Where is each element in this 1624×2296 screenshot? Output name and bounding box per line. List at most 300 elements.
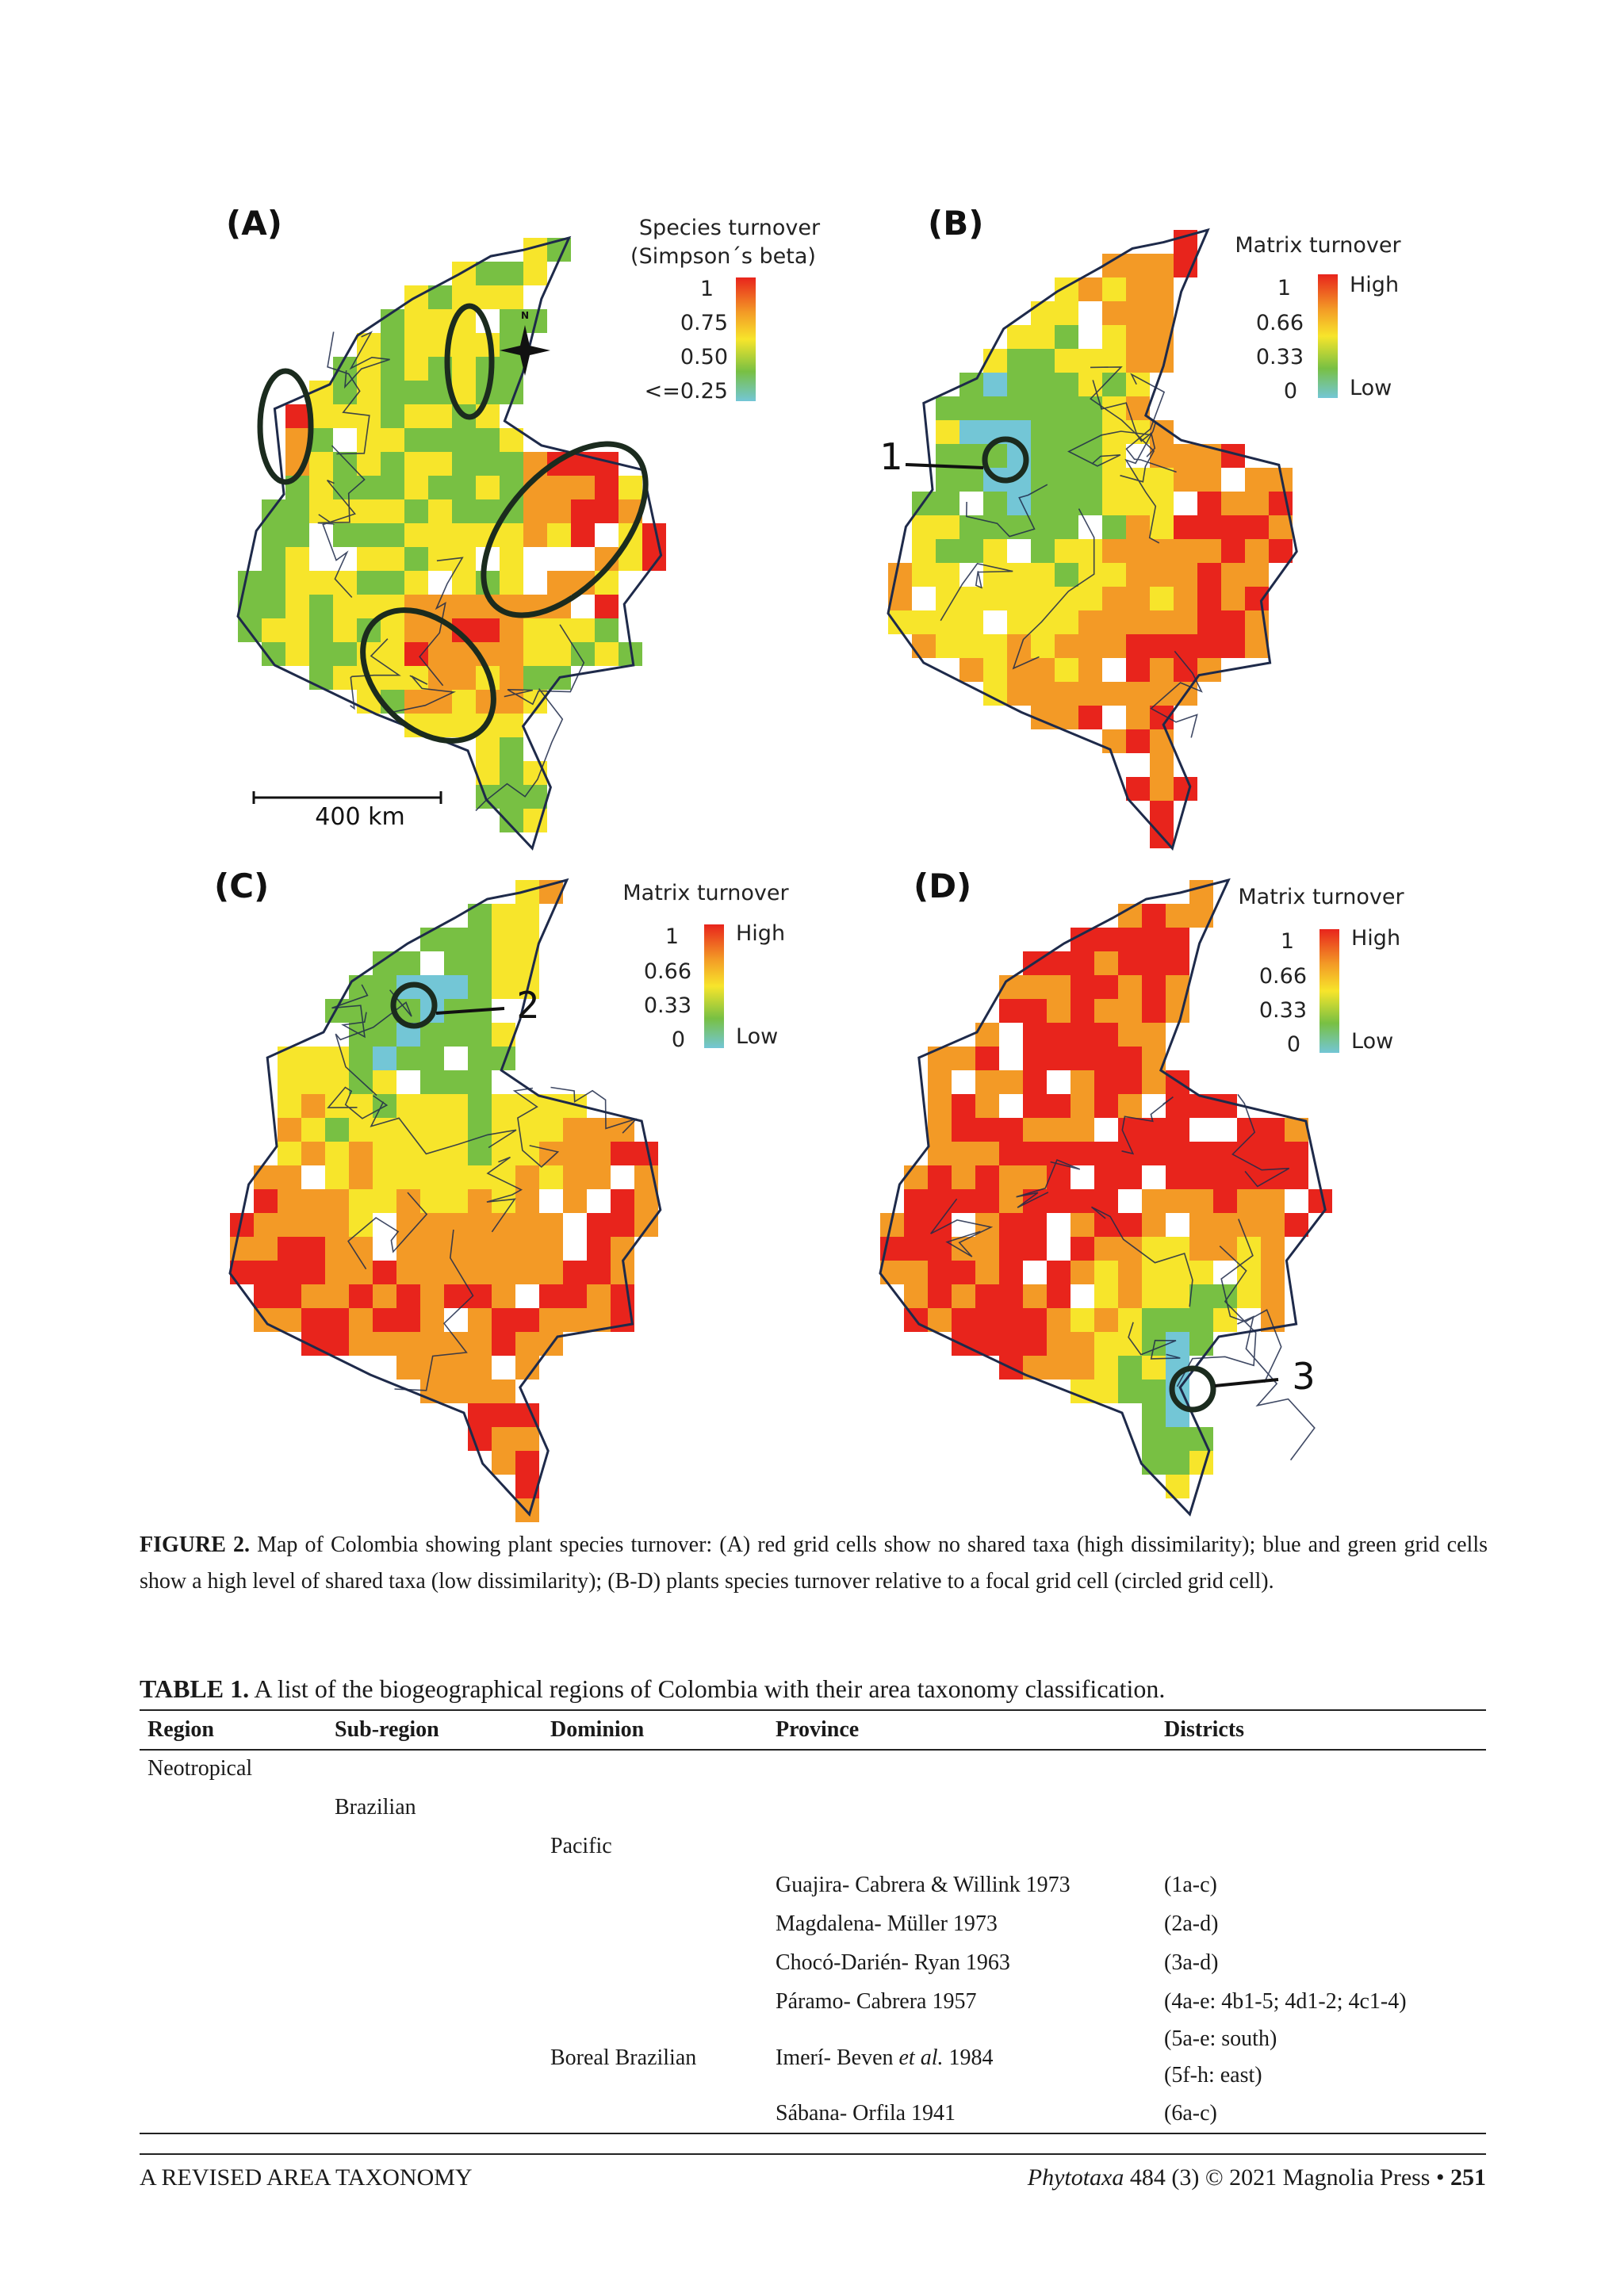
grid-cell [515,1427,539,1451]
grid-cell [1094,1308,1118,1332]
grid-cell [333,476,357,499]
grid-cell [1213,1308,1237,1332]
grid-cell [1094,1237,1118,1261]
grid-cell [1047,1308,1071,1332]
grid-cell [468,1070,492,1094]
grid-cell [309,666,333,690]
grid-cell [285,428,309,452]
grid-cell [349,1142,373,1165]
grid-cell [404,381,428,404]
grid-cell [309,499,333,523]
grid-cell [349,975,373,999]
grid-cell [428,476,452,499]
grid-cell [1126,610,1150,634]
grid-cell [420,1094,444,1118]
table-header-cell: Dominion [550,1717,645,1742]
grid-cell [381,428,404,452]
grid-cell [357,476,381,499]
grid-cell [1150,277,1174,301]
grid-cell [373,1261,396,1284]
grid-cell [1126,777,1150,801]
grid-cell [1102,325,1126,349]
grid-cell [1094,999,1118,1023]
grid-cell [373,1118,396,1142]
grid-cell [1197,515,1221,539]
legend-colorbar-d [1320,929,1339,1053]
north-label: N [520,310,530,321]
grid-cell [515,1237,539,1261]
grid-cell [1023,1284,1047,1308]
grid-cell [936,563,959,587]
grid-cell [262,523,285,547]
grid-cell [333,523,357,547]
grid-cell [1078,349,1102,373]
legend-colorbar-c [704,924,724,1048]
grid-cell [1094,951,1118,975]
grid-cell [1245,492,1269,515]
grid-cell [523,666,547,690]
grid-cell [452,262,476,285]
grid-cell [373,1332,396,1356]
grid-cell [452,476,476,499]
grid-cell [959,539,983,563]
grid-cell [1031,634,1055,658]
grid-cell [468,1213,492,1237]
grid-cell [1261,1261,1285,1284]
grid-cell [611,1213,634,1237]
legend-tick: 0.66 [643,959,691,984]
grid-cell [1071,1237,1094,1261]
grid-cell [1126,254,1150,277]
grid-cell [1166,1427,1189,1451]
grid-cell [959,396,983,420]
grid-cell [301,1070,325,1094]
grid-cell [278,1118,301,1142]
grid-cell [1166,1142,1189,1165]
grid-cell [381,499,404,523]
grid-cell [1237,1237,1261,1261]
grid-cell [1055,492,1078,515]
grid-cell [515,1213,539,1237]
grid-cell [523,618,547,642]
grid-cell [381,618,404,642]
grid-cell [278,1142,301,1165]
grid-cell [309,618,333,642]
table-title-text: A list of the biogeographical regions of Colombia with their area taxonomy classification. [254,1674,1166,1703]
grid-cell [936,587,959,610]
grid-cell [1237,1189,1261,1213]
journal-issue: 484 (3) © 2021 Magnolia Press [1129,2164,1431,2191]
legend-ticks-a [645,277,728,404]
grid-cell [523,642,547,666]
grid-cell [587,1142,611,1165]
grid-cell [1213,1189,1237,1213]
grid-cell [420,1118,444,1142]
grid-cell [285,404,309,428]
grid-cell [1126,325,1150,349]
grid-cell [1197,492,1221,515]
grid-cell [1055,420,1078,444]
grid-cell [1055,515,1078,539]
grid-cell [1055,468,1078,492]
grid-cell [278,1237,301,1261]
scale-bar-label: 400 km [315,803,405,831]
grid-cell [325,1308,349,1332]
grid-cell [357,523,381,547]
grid-cell [492,975,515,999]
grid-cell [492,951,515,975]
journal-name: Phytotaxa [1027,2164,1124,2191]
grid-cell [1071,1023,1094,1047]
grid-cell [959,444,983,468]
grid-cell [278,1189,301,1213]
grid-cell [1071,1356,1094,1380]
grid-cell [1118,1237,1142,1261]
grid-cell [936,492,959,515]
grid-cell [254,1284,278,1308]
legend-tick: 1 [1277,276,1291,300]
grid-cell [928,1189,952,1213]
grid-cell [396,1237,420,1261]
grid-cell [1174,610,1197,634]
grid-cell [301,1118,325,1142]
grid-cell [1023,1118,1047,1142]
grid-cell [563,1284,587,1308]
grid-cell [420,1237,444,1261]
grid-cell [1023,1332,1047,1356]
grid-cell [428,499,452,523]
grid-cell [983,492,1007,515]
callout-2: 2 [516,984,540,1027]
grid-cell [1071,951,1094,975]
grid-cell [1126,349,1150,373]
grid-cell [1150,682,1174,706]
grid-cell [357,381,381,404]
grid-cell [285,618,309,642]
grid-cell [515,1165,539,1189]
table-cell-part: Imerí- Beven et al. 1984 [776,2045,994,2070]
grid-cell [515,1261,539,1284]
grid-cell [1047,975,1071,999]
grid-cell [1245,634,1269,658]
grid-cell [1094,1284,1118,1308]
grid-cell [500,714,523,737]
legend-tick: 0.66 [1255,311,1304,335]
grid-cell [420,1165,444,1189]
grid-cell [381,333,404,357]
grid-cell [1078,492,1102,515]
grid-cell [492,1403,515,1427]
grid-cell [301,1308,325,1332]
grid-cell [1142,1403,1166,1427]
grid-cell [1031,420,1055,444]
grid-cell [1094,928,1118,951]
grid-cell [301,1047,325,1070]
grid-cell [1094,1332,1118,1356]
grid-cell [452,428,476,452]
grid-cell [420,1332,444,1356]
grid-cell [547,571,571,595]
grid-cell [285,595,309,618]
grid-cell [936,468,959,492]
panel-d [880,867,1405,1514]
grid-cell [325,1284,349,1308]
scale-bar [254,791,441,831]
legend-tick: 1 [1280,929,1294,954]
grid-cell [1023,1213,1047,1237]
grid-cell [238,571,262,595]
grid-cell [1189,1427,1213,1451]
grid-cell [1174,539,1197,563]
grid-cell [1197,468,1221,492]
grid-cell [1150,634,1174,658]
grid-cell [952,1284,975,1308]
grid-cell [333,642,357,666]
grid-cell [333,404,357,428]
table-header-cell: Province [776,1717,860,1742]
grid-cell [983,373,1007,396]
grid-cell [492,904,515,928]
grid-cell [1126,706,1150,729]
grid-cell [1047,951,1071,975]
grid-cell [1261,1189,1285,1213]
grid-cell [1126,539,1150,563]
grid-cell [983,539,1007,563]
grid-cell [1102,729,1126,753]
grid-cell [587,1165,611,1189]
grid-cell [1197,658,1221,682]
grid-cell [285,523,309,547]
grid-cell [381,642,404,666]
legend-tick: 0 [1286,1032,1300,1057]
grid-cell [1142,1261,1166,1284]
grid-cell [1142,999,1166,1023]
grid-cell [349,1308,373,1332]
grid-cell [468,1165,492,1189]
grid-cell [1031,682,1055,706]
grid-cell [959,610,983,634]
grid-cell [1189,1213,1213,1237]
grid-cell [539,1261,563,1284]
grid-cell [492,1094,515,1118]
grid-cell [547,476,571,499]
grid-cell [1055,587,1078,610]
grid-cell [1237,1142,1261,1165]
grid-cell [1126,729,1150,753]
grid-cell [1174,658,1197,682]
grid-cell [634,1189,658,1213]
grid-cell [1023,1308,1047,1332]
grid-cell [952,1261,975,1284]
grid-cell [571,618,595,642]
grid-cell [444,928,468,951]
grid-cell [1221,610,1245,634]
grid-cell [1102,563,1126,587]
grid-cell [500,642,523,666]
table-label: TABLE 1. [140,1674,250,1703]
grid-cell [952,1142,975,1165]
grid-cell [373,951,396,975]
grid-cell [500,262,523,285]
grid-cell [1078,444,1102,468]
grid-cell [1261,1213,1285,1237]
table-cell: Pacific [550,1834,612,1858]
grid-cell [1094,1356,1118,1380]
grid-cell [254,1189,278,1213]
grid-cell [1047,1023,1071,1047]
grid-cell [396,1165,420,1189]
grid-cell [999,1213,1023,1237]
grid-cell [571,642,595,666]
table-cell: (5f-h: east) [1164,2063,1262,2087]
grid-cell [1007,587,1031,610]
grid-cell [1189,1142,1213,1165]
grid-cell [595,618,619,642]
grid-cell [571,523,595,547]
grid-cell [1023,975,1047,999]
grid-cell [1102,301,1126,325]
legend-title-d: Matrix turnover [1238,885,1404,909]
grid-cell [452,333,476,357]
grid-cell [1245,468,1269,492]
grid-cell [1142,1189,1166,1213]
grid-cell [975,1284,999,1308]
grid-cell [1047,1356,1071,1380]
grid-cell [1142,951,1166,975]
grid-cell [349,1165,373,1189]
grid-cell [500,452,523,476]
grid-cell [349,1189,373,1213]
grid-cell [975,1165,999,1189]
grid-cell [1078,373,1102,396]
grid-cell [428,666,452,690]
grid-cell [404,309,428,333]
grid-cell [595,595,619,618]
grid-cell [1094,1047,1118,1070]
grid-cell [1102,515,1126,539]
grid-cell [1023,1070,1047,1094]
grid-cell [1055,444,1078,468]
grid-cell [999,1165,1023,1189]
grid-cell [1102,539,1126,563]
panel-label-a: (A) [226,204,282,243]
grid-cell [1078,610,1102,634]
legend-tick: <=0.25 [644,379,728,404]
grid-cell [1261,1118,1285,1142]
grid-cell [278,1094,301,1118]
grid-cell [309,642,333,666]
grid-cell [1055,301,1078,325]
grid-cell [444,1118,468,1142]
grid-cell [999,1237,1023,1261]
grid-cell [500,618,523,642]
grid-cell [1150,254,1174,277]
grid-cell [452,595,476,618]
table-cell: (1a-c) [1164,1873,1217,1897]
grid-cell [1126,658,1150,682]
grid-cell [1126,277,1150,301]
grid-cell [999,1070,1023,1094]
table-cell: Páramo- Cabrera 1957 [776,1989,977,2014]
grid-cell [904,1261,928,1284]
journal-footer [1028,2164,1486,2191]
table-top-rule [140,1709,1486,1711]
grid-cell [404,428,428,452]
grid-cell [1047,1261,1071,1284]
grid-cell [1055,539,1078,563]
grid-cell [999,1261,1023,1284]
grid-cell [1047,1047,1071,1070]
grid-cell [999,1118,1023,1142]
grid-cell [468,1094,492,1118]
grid-cell [420,1142,444,1165]
grid-cell [278,1213,301,1237]
table-row [140,1873,1486,1911]
grid-cell [1118,1070,1142,1094]
grid-cell [285,571,309,595]
grid-cell [1150,658,1174,682]
grid-cell [1245,563,1269,587]
grid-cell [880,1261,904,1284]
grid-cell [1023,1094,1047,1118]
table-row [140,1989,1486,2027]
grid-cell [1221,634,1245,658]
table-row [140,1795,1486,1833]
grid-cell [523,499,547,523]
legend-low: Low [1350,376,1392,400]
grid-cell [1102,277,1126,301]
grid-cell [563,1118,587,1142]
legend-tick: 1 [699,277,714,301]
grid-cell [1055,563,1078,587]
grid-cell [444,1070,468,1094]
grid-cell [492,1213,515,1237]
grid-cell [539,1165,563,1189]
grid-cell [904,1213,928,1237]
grid-cell [468,1237,492,1261]
grid-cell [936,420,959,444]
grid-cell [904,1165,928,1189]
grid-cell [468,1308,492,1332]
grid-cell [928,1284,952,1308]
grid-cell [999,1332,1023,1356]
grid-cell [1126,634,1150,658]
grid-cell [1031,301,1055,325]
panel-a [226,204,821,848]
grid-cell [595,642,619,666]
grid-cell [1007,563,1031,587]
grid-cell [428,404,452,428]
table-header-cell: Districts [1164,1717,1245,1742]
grid-cell [309,452,333,476]
grid-cell [1197,634,1221,658]
table-cell: Guajira- Cabrera & Willink 1973 [776,1873,1071,1897]
grid-cell [1166,904,1189,928]
grid-cell [1150,777,1174,801]
grid-cell [975,1118,999,1142]
grid-cell [452,666,476,690]
grid-cell [611,1142,634,1165]
grid-cell [563,1261,587,1284]
grid-cell [444,1213,468,1237]
grid-cell [936,634,959,658]
grid-cell [1245,515,1269,539]
grid-cell [912,610,936,634]
grid-cell [404,476,428,499]
grid-cell [1245,539,1269,563]
grid-cell [1126,587,1150,610]
grid-cell [476,428,500,452]
